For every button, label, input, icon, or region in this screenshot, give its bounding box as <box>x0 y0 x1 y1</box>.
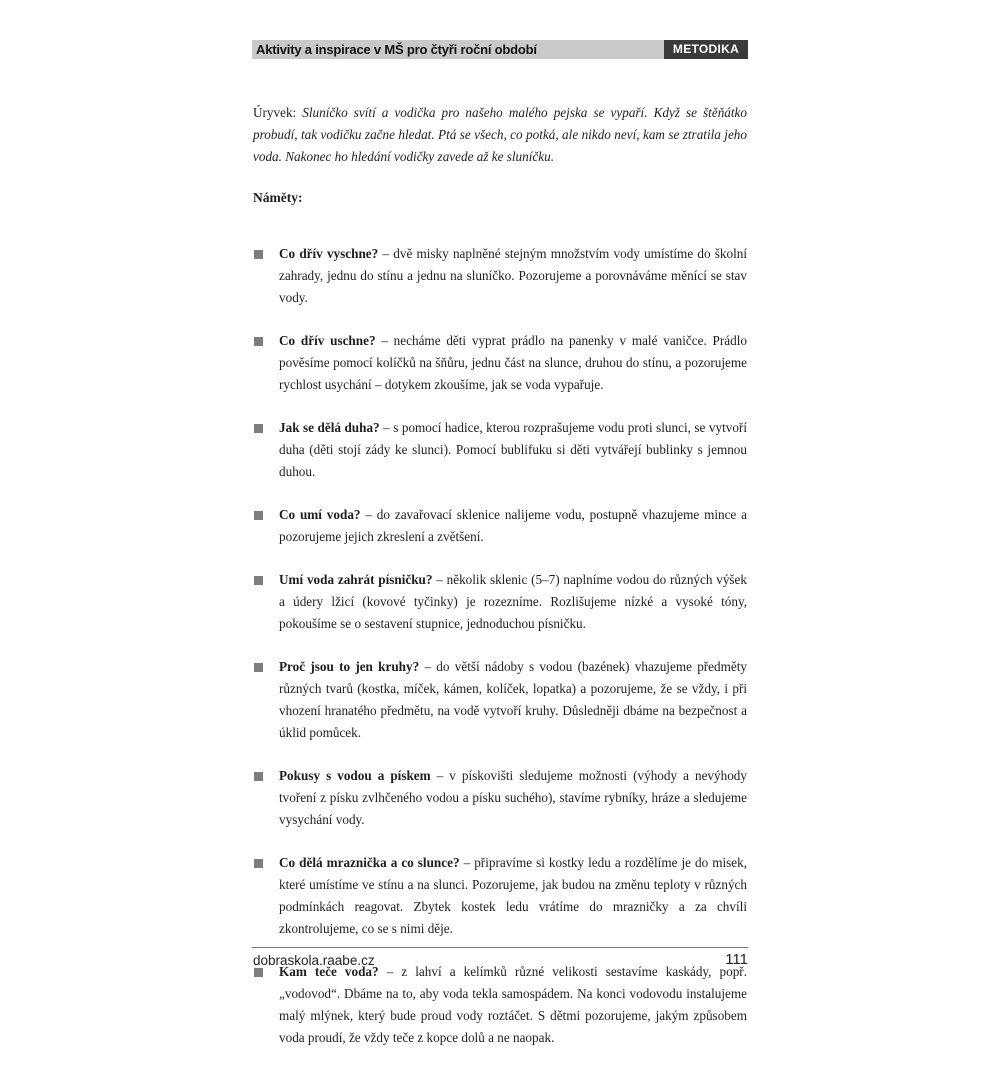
square-bullet-icon <box>254 576 263 585</box>
square-bullet-icon <box>254 511 263 520</box>
topics-list <box>253 243 747 1070</box>
square-bullet-icon <box>254 424 263 433</box>
square-bullet-icon <box>254 663 263 672</box>
square-bullet-icon <box>254 859 263 868</box>
topic-text: – do větší nádoby s vodou (bazének) vhazujeme předměty různých tvarů (kostka, míček, kámen, kolíček, lopatka) a pozorujeme, že se vždy, i při vhození hranatého předmětu, na vodě vytvoří kruhy. Důsledněji dbáme na bezpečnost a úklid pomůcek. <box>279 659 747 740</box>
list-item <box>253 569 747 635</box>
excerpt-paragraph <box>253 102 747 168</box>
topic-text: – do zavařovací sklenice nalijeme vodu, postupně vhazujeme mince a pozorujeme jejich zkreslení a zvětšení. <box>279 507 747 544</box>
excerpt-label: Úryvek: <box>253 105 297 120</box>
excerpt-text: Sluníčko svítí a vodička pro našeho malého pejska se vypaří. Když se štěňátko probudí, tak vodičku začne hledat. Ptá se všech, co potká, ale nikdo neví, kam se ztratila jeho voda. Nakonec ho hledání vodičky zavede až ke sluníčku. <box>253 105 747 164</box>
square-bullet-icon <box>254 968 263 977</box>
list-item <box>253 765 747 831</box>
topic-title: Umí voda zahrát písničku? <box>279 572 433 587</box>
topic-title: Kam teče voda? <box>279 964 379 979</box>
topic-title: Jak se dělá duha? <box>279 420 380 435</box>
topic-title: Co dřív vyschne? <box>279 246 379 261</box>
list-item <box>253 417 747 483</box>
topic-text: – necháme děti vyprat prádlo na panenky v malé vaničce. Prádlo pověsíme pomocí kolíčků na šňůru, jednu část na slunce, druhou do stínu, a pozorujeme rychlost usychání – dotykem zkoušíme, jak se voda vypařuje. <box>279 333 747 392</box>
list-item <box>253 330 747 396</box>
topic-title: Proč jsou to jen kruhy? <box>279 659 420 674</box>
topic-title: Co dělá mraznička a co slunce? <box>279 855 460 870</box>
list-item <box>253 961 747 1049</box>
footer-divider <box>252 947 748 948</box>
topic-text: – s pomocí hadice, kterou rozprašujeme vodu proti slunci, se vytvoří duha (děti stojí zády ke slunci). Pomocí bublifuku si děti vytvářejí bublinky s jemnou duhou. <box>279 420 747 479</box>
square-bullet-icon <box>254 772 263 781</box>
topic-text: – několik sklenic (5–7) naplníme vodou do různých výšek a údery lžicí (kovové tyčinky) je rozezníme. Rozlišujeme nízké a vysoké tóny, pokoušíme se o sestavení stupnice, jednoduchou písničku. <box>279 572 747 631</box>
topic-text: – v pískovišti sledujeme možnosti (výhody a nevýhody tvoření z písku zvlhčeného vodou a písku suchého), stavíme rybníky, hráze a sledujeme vysychání vody. <box>279 768 747 827</box>
list-item <box>253 852 747 940</box>
topic-text: – z lahví a kelímků různé velikosti sestavíme kaskády, popř. „vodovod“. Dbáme na to, aby voda tekla samospádem. Na konci vodovodu instalujeme malý mlýnek, který bude proud vody roztáčet. S dětmi pozorujeme, jakým způsobem voda proudí, že vždy teče z kopce dolů a ne naopak. <box>279 964 747 1045</box>
section-tag: METODIKA <box>664 40 748 59</box>
list-item <box>253 504 747 548</box>
topic-text: – připravíme si kostky ledu a rozdělíme je do misek, které umístíme ve stínu a na slunci. Pozorujeme, jak budou na změnu teploty v různých podmínkách reagovat. Zbytek kostek ledu vrátíme do mrazničky a za chvíli zkontrolujeme, co se s nimi děje. <box>279 855 748 936</box>
square-bullet-icon <box>254 337 263 346</box>
square-bullet-icon <box>254 250 263 259</box>
topic-title: Pokusy s vodou a pískem <box>279 768 431 783</box>
header-title: Aktivity a inspirace v MŠ pro čtyři roční období <box>256 42 537 57</box>
topic-text: – dvě misky naplněné stejným množstvím vody umístíme do školní zahrady, jednu do stínu a jednu na sluníčko. Pozorujeme a porovnáváme měnící se stav vody. <box>279 246 748 305</box>
topic-title: Co umí voda? <box>279 507 361 522</box>
list-item <box>253 243 747 309</box>
running-header <box>252 40 748 59</box>
list-item <box>253 656 747 744</box>
topics-heading: Náměty: <box>253 190 303 205</box>
footer-website-link[interactable]: dobraskola.raabe.cz <box>253 953 375 968</box>
page-number: 111 <box>725 951 748 968</box>
topic-title: Co dřív uschne? <box>279 333 376 348</box>
